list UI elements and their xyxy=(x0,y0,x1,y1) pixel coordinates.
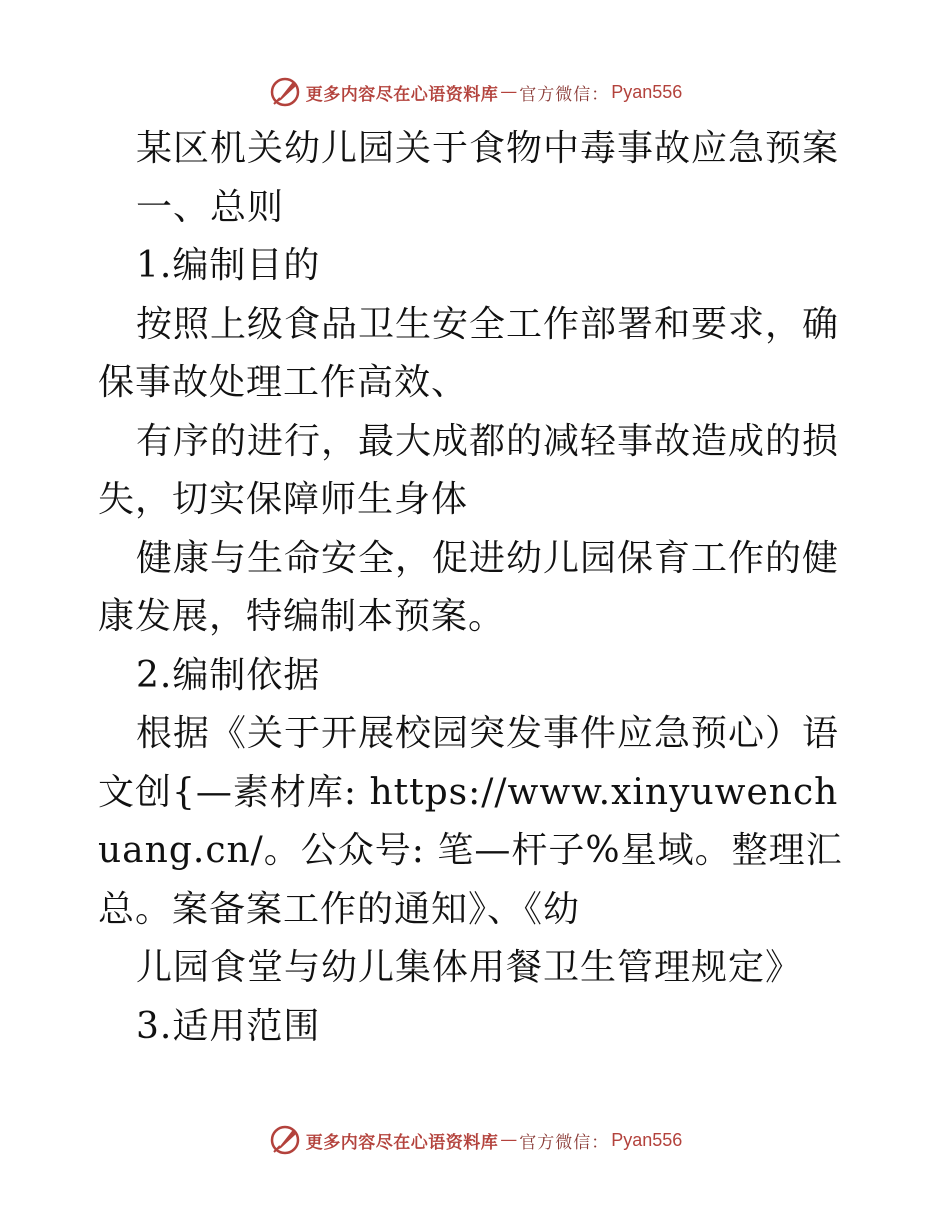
watermark-dash: — xyxy=(500,1130,518,1150)
footer-watermark xyxy=(0,1120,950,1160)
body-paragraph: 根据《关于开展校园突发事件应急预心）语文创{—素材库: https://www.xinyuwenchuang.cn/。公众号: 笔—杆子%星域。整理汇总。案备案工作的通知》、《幼 xyxy=(98,713,843,930)
body-paragraph: 健康与生命安全，促进幼儿园保育工作的健康发展，特编制本预案。 xyxy=(98,537,840,637)
body-paragraph: 儿园食堂与幼儿集体用餐卫生管理规定》 xyxy=(136,947,803,988)
feather-quill-circle-icon xyxy=(268,1123,302,1157)
subsection-heading-scope: 3.适用范围 xyxy=(136,1005,321,1047)
header-watermark xyxy=(0,72,950,112)
section-heading-general: 一、总则 xyxy=(136,186,285,228)
watermark-wechat-id: Pyan556 xyxy=(611,1129,683,1150)
body-paragraph: 按照上级食品卫生安全工作部署和要求，确保事故处理工作高效、 xyxy=(98,303,840,403)
watermark-dash: — xyxy=(500,82,518,102)
watermark-wechat-id: Pyan556 xyxy=(611,81,683,102)
feather-quill-circle-icon xyxy=(268,75,302,109)
watermark-sub-text: 官方微信： xyxy=(519,1132,610,1153)
watermark-sub-text: 官方微信： xyxy=(519,84,610,105)
watermark-main-text: 更多内容尽在心语资料库 xyxy=(305,84,499,105)
document-title: 某区机关幼儿园关于食物中毒事故应急预案 xyxy=(136,128,840,169)
subsection-heading-basis: 2.编制依据 xyxy=(136,654,321,696)
document-body xyxy=(98,120,854,1056)
subsection-heading-purpose: 1.编制目的 xyxy=(136,245,321,286)
watermark-main-text: 更多内容尽在心语资料库 xyxy=(305,1132,499,1153)
body-paragraph: 有序的进行，最大成都的减轻事故造成的损失，切实保障师生身体 xyxy=(98,420,840,520)
